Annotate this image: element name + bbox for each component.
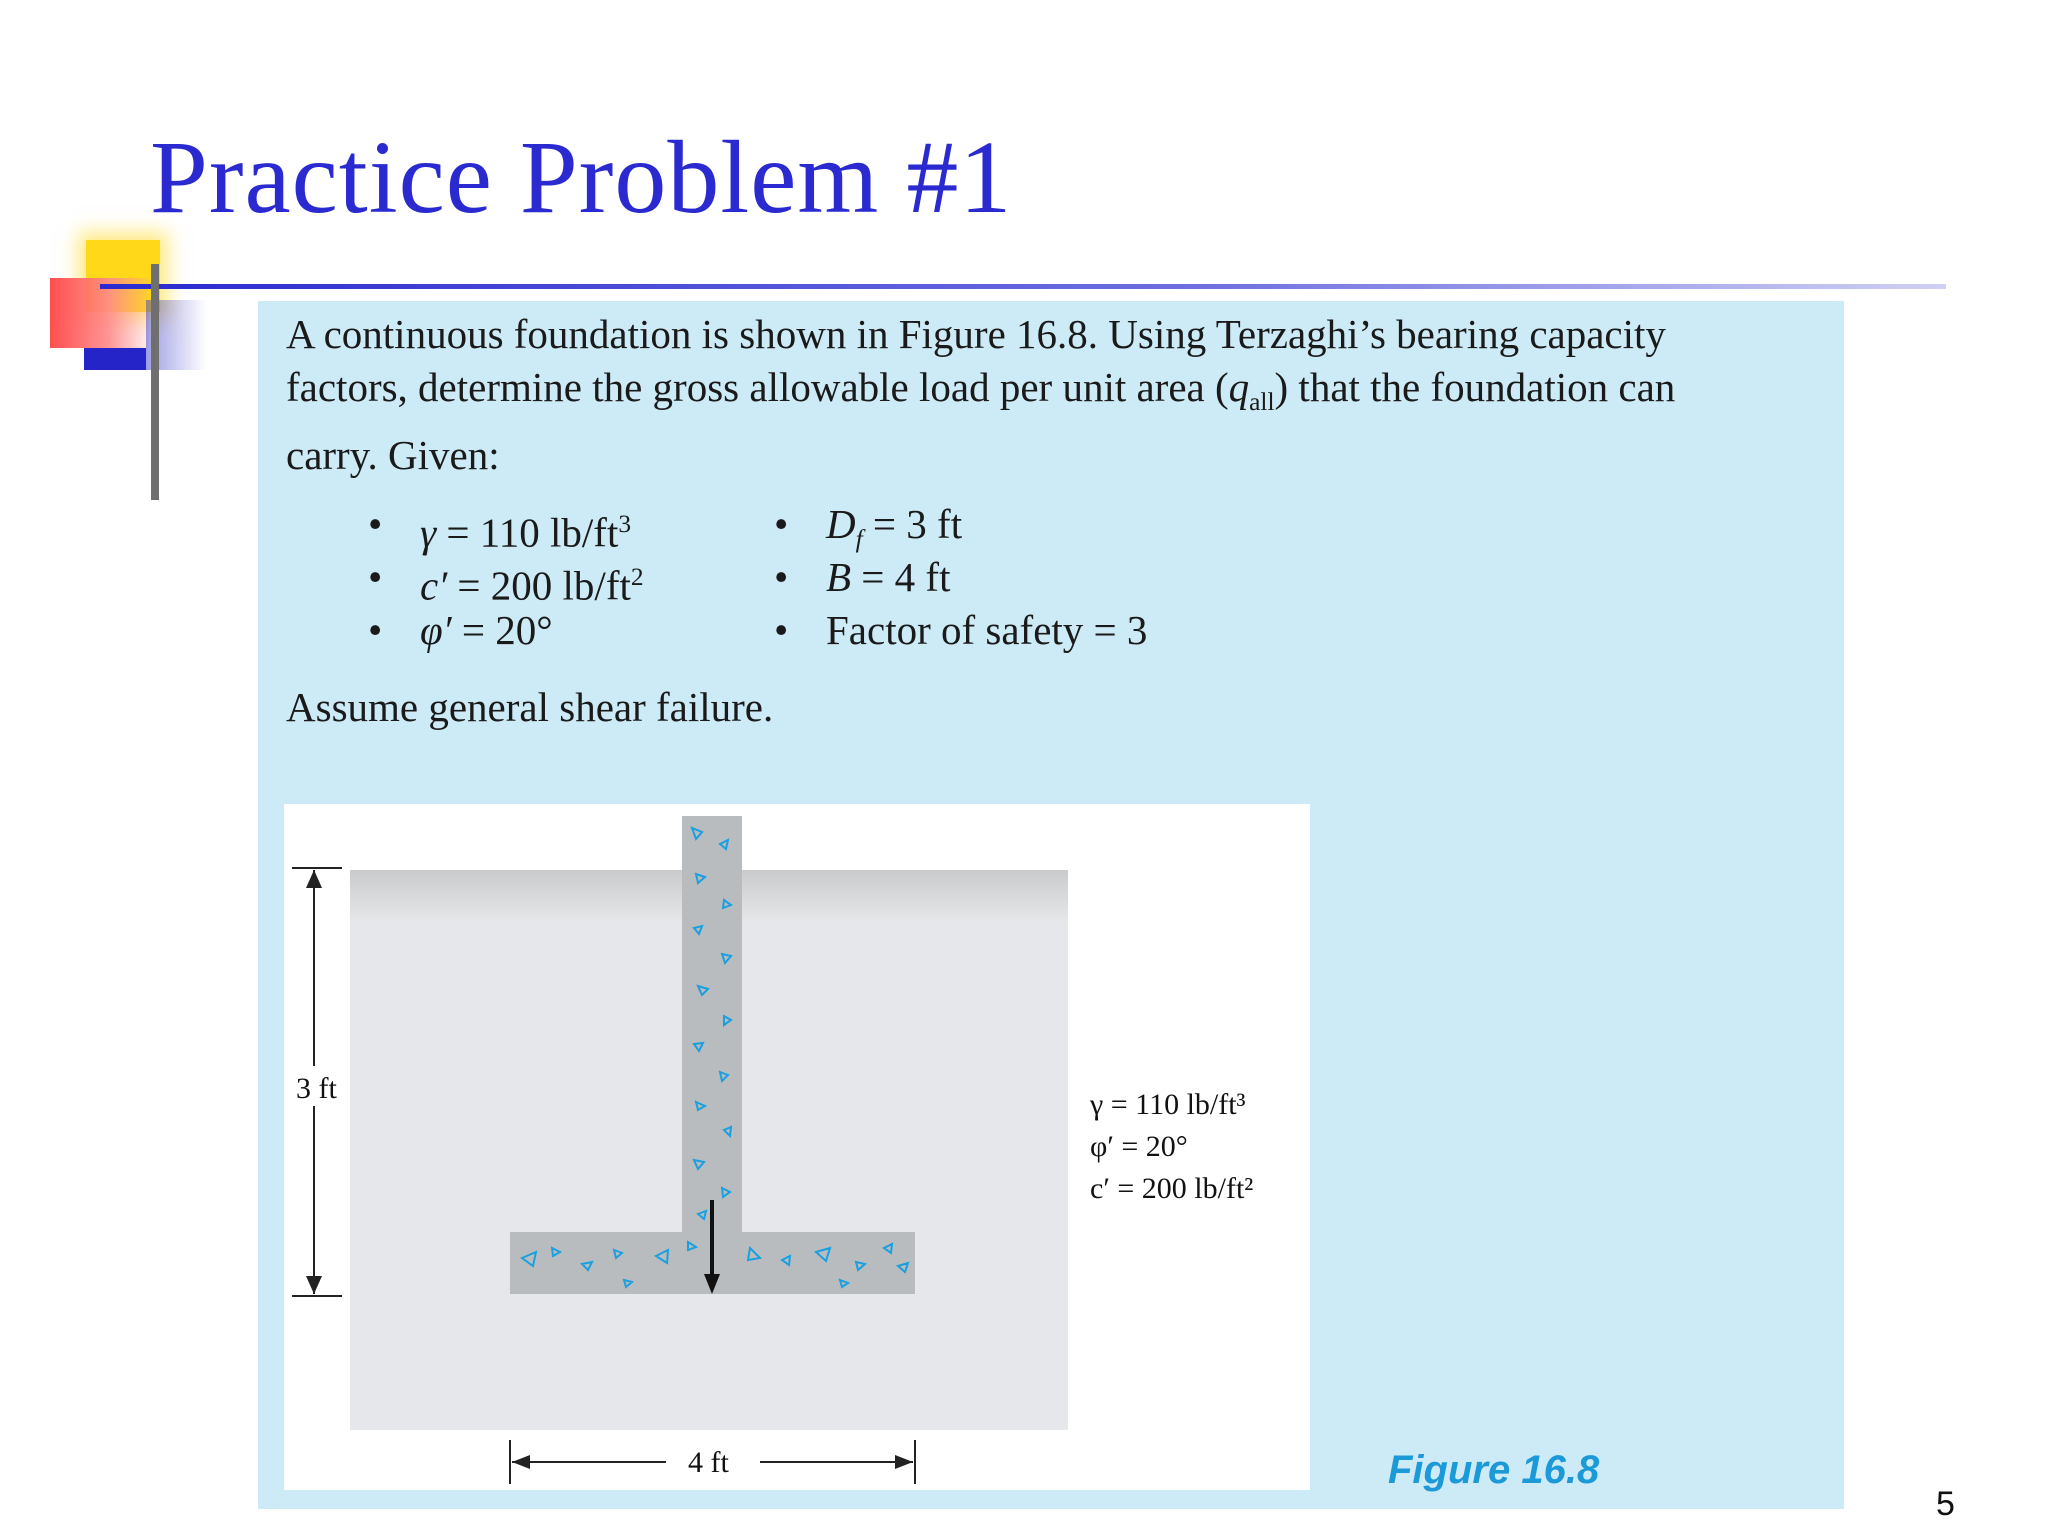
bullet-icon: • <box>368 501 383 547</box>
q-subscript: all <box>1249 388 1275 417</box>
width-label: 4 ft <box>688 1446 729 1479</box>
problem-text: factors, determine the gross allowable load per unit area ( <box>286 364 1229 410</box>
depth-label: 3 ft <box>296 1072 337 1105</box>
soil-gamma: γ = 110 lb/ft³ <box>1090 1088 1246 1121</box>
given-exponent: 2 <box>630 563 644 591</box>
soil-cohesion: c′ = 200 lb/ft² <box>1090 1172 1254 1205</box>
problem-text: ) that the foundation can <box>1274 364 1676 410</box>
width-arrowhead <box>895 1455 913 1469</box>
title-rule <box>100 284 1946 289</box>
given-value: = 4 ft <box>851 554 951 600</box>
given-symbol: γ <box>420 509 437 556</box>
given-symbol: c′ <box>420 562 448 609</box>
soil-phi: φ′ = 20° <box>1090 1130 1188 1163</box>
bullet-icon: • <box>774 501 789 547</box>
assumption-text: Assume general shear failure. <box>286 684 774 730</box>
problem-statement <box>286 308 1826 482</box>
given-subscript: f <box>855 525 863 554</box>
given-value: = 3 ft <box>862 501 963 547</box>
problem-line: carry. Given: <box>286 432 500 479</box>
problem-line: A continuous foundation is shown in Figure 16.8. Using Terzaghi’s bearing capacity <box>286 311 1666 357</box>
given-value: = 200 lb/ft <box>447 562 631 609</box>
page-number: 5 <box>1936 1485 1955 1523</box>
foundation-diagram <box>284 804 1310 1490</box>
given-symbol: B <box>826 554 852 600</box>
foundation-figure <box>284 804 1310 1490</box>
slide-title: Practice Problem #1 <box>150 120 1013 235</box>
decorative-vertical-bar <box>151 264 159 500</box>
bullet-icon: • <box>774 554 789 600</box>
bullet-icon: • <box>368 554 383 600</box>
given-value: = 20° <box>451 607 553 653</box>
problem-line <box>286 361 1826 429</box>
depth-arrowhead <box>306 1276 322 1294</box>
given-value: = 110 lb/ft <box>436 509 619 556</box>
depth-arrowhead <box>306 870 322 888</box>
given-symbol: D <box>826 501 856 547</box>
figure-caption: Figure 16.8 <box>1388 1448 1600 1492</box>
given-symbol: φ′ <box>420 607 452 653</box>
decorative-bullet-square <box>84 348 146 370</box>
given-value: Factor of safety = 3 <box>826 607 1148 653</box>
given-exponent: 3 <box>618 510 632 538</box>
footing-stem <box>682 816 742 1256</box>
width-arrowhead <box>512 1455 530 1469</box>
bullet-icon: • <box>774 607 789 653</box>
bullet-icon: • <box>368 607 383 653</box>
q-symbol: q <box>1228 364 1250 410</box>
